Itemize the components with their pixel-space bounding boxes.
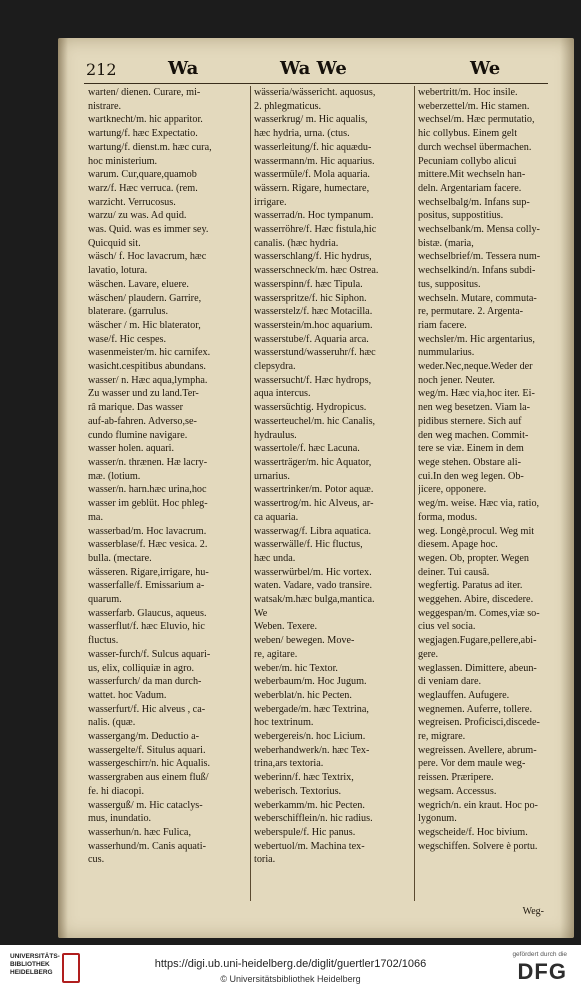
entry-line: wassersüchtig. Hydropicus. — [254, 402, 367, 414]
entry-line: wasserstein/m.hoc aquarium. — [254, 319, 373, 331]
entry-line: wasserspritze/f. hic Siphon. — [254, 292, 367, 304]
entry-line: wassertrog/m. hic Alveus, ar- — [254, 498, 374, 510]
entry-line: wasserflut/f. hæc Eluvio, hic — [88, 621, 205, 633]
entry-line: webertritt/m. Hoc insile. — [418, 87, 518, 98]
copyright-notice: © Universitätsbibliothek Heidelberg — [220, 974, 361, 984]
right-running-head: We — [470, 58, 501, 79]
entry-line: warzu/ zu was. Ad quid. — [88, 210, 187, 222]
entry-line: wasserblase/f. Hæc vesica. 2. — [88, 539, 208, 551]
dictionary-column-left — [88, 86, 248, 867]
entry-line: wasserfurt/f. Hic alveus , ca- — [88, 703, 206, 715]
entry-line: warten/ dienen. Curare, mi- — [88, 87, 201, 98]
entry-line: was. Quid. was es immer sey. — [88, 224, 209, 236]
entry-line: wasserwälle/f. Hic fluctus, — [254, 539, 363, 551]
entry-line: weberinn/f. hæc Textrix, — [254, 772, 354, 784]
entry-line: webertuol/m. Machina tex- — [254, 840, 365, 852]
entry-line: wäscher / m. Hic blaterator, — [88, 319, 201, 331]
entry-line: wassergraben aus einem fluß/ — [88, 772, 209, 784]
entry-line: wasser/n. harn.hæc urina,hoc — [88, 484, 207, 496]
entry-line: weberisch. Textorius. — [254, 785, 342, 797]
entry-line: weberspule/f. Hic panus. — [254, 826, 356, 838]
entry-line: ma. — [88, 511, 103, 523]
entry-line: auf-ab-fahren. Adverso,se- — [88, 415, 197, 427]
page-number: 212 — [86, 60, 117, 79]
column-divider — [414, 86, 415, 901]
entry-line: urnarius. — [254, 470, 290, 482]
entry-line: riam facere. — [418, 319, 467, 331]
entry-line: di veniam dare. — [418, 676, 482, 688]
header-rule — [84, 83, 548, 84]
entry-line: wasserguß/ m. Hic cataclys- — [88, 799, 203, 811]
book-page — [58, 38, 574, 938]
entry-line: wasser/ n. Hæc aqua,lympha. — [88, 374, 208, 386]
entry-line: hæc hydria, urna. (ctus. — [254, 128, 350, 140]
entry-line: cui.In den weg legen. Ob- — [418, 470, 524, 482]
entry-line: positus, suppostitius. — [418, 210, 504, 222]
entry-line: forma, modus. — [418, 511, 478, 523]
entry-line: weberbaum/m. Hoc Jugum. — [254, 676, 367, 688]
entry-line: wasenmeister/m. hic carnifex. — [88, 347, 211, 359]
entry-line: Weben. Texere. — [254, 621, 318, 633]
entry-line: wässeria/wässericht. aquosus, — [254, 87, 376, 98]
entry-line: clepsydra. — [254, 361, 296, 373]
sponsor-caption: gefördert durch die — [512, 951, 567, 958]
entry-line: weggespan/m. Comes,viæ so- — [418, 607, 540, 619]
entry-line: wattet. hoc Vadum. — [88, 689, 167, 701]
entry-line: wasserhun/n. hæc Fulica, — [88, 826, 191, 838]
entry-line: wegen. Ob, propter. Wegen — [418, 552, 530, 564]
entry-line: wasserfalle/f. Emissarium a- — [88, 580, 205, 592]
dfg-logo: DFG — [517, 959, 567, 984]
entry-line: wasicht.cespitibus abundans. — [88, 361, 206, 373]
entry-line: quarum. — [88, 594, 122, 606]
entry-line: nummularius. — [418, 347, 475, 359]
entry-line: irrigare. — [254, 196, 287, 208]
entry-line: hydraulus. — [254, 429, 297, 441]
entry-line: hic collybus. Einem gelt — [418, 128, 518, 140]
entry-line: wegschiffen. Solvere è portu. — [418, 840, 538, 852]
entry-line: weberblat/n. hic Pecten. — [254, 689, 352, 701]
entry-line: wasserschneck/m. hæc Ostrea. — [254, 265, 379, 277]
entry-line: wasserbad/m. Hoc lavacrum. — [88, 525, 207, 537]
entry-line: wartknecht/m. hic apparitor. — [88, 114, 203, 126]
center-running-head: Wa We — [280, 58, 347, 79]
entry-line: weg/m. weise. Hæc via, ratio, — [418, 498, 540, 510]
entry-line: warzicht. Verrucosus. — [88, 196, 176, 208]
entry-line: Zu wasser und zu land.Ter- — [88, 388, 199, 400]
entry-line: lavatio, lotura. — [88, 265, 148, 277]
entry-line: deln. Argentariam facere. — [418, 182, 522, 194]
entry-line: cius vel socia. — [418, 621, 476, 633]
entry-line: mittere.Mit wechseln han- — [418, 169, 526, 181]
page-header — [58, 38, 574, 86]
entry-line: wegsam. Accessus. — [418, 785, 497, 797]
entry-line: re, migrare. — [418, 731, 466, 743]
entry-line: weber/m. hic Textor. — [254, 662, 338, 674]
entry-line: wechsel/m. Hæc permutatio, — [418, 114, 535, 126]
entry-line: jicere, opponere. — [418, 484, 487, 496]
entry-line: We — [254, 607, 268, 619]
entry-line: weder.Nec,neque.Weder der — [418, 361, 533, 373]
entry-line: wechselbrief/m. Tessera num- — [418, 251, 541, 263]
entry-line: wasserwürbel/m. Hic vortex. — [254, 566, 372, 578]
entry-line: pere. Vor dem maule weg- — [418, 758, 526, 770]
entry-line: wegjagen.Fugare,pellere,abi- — [418, 635, 537, 647]
entry-line: webergereis/n. hoc Licium. — [254, 731, 366, 743]
entry-line: hoc ministerium. — [88, 155, 158, 167]
entry-line: wasserspinn/f. hæc Tipula. — [254, 278, 363, 290]
entry-line: wasserstelz/f. hæc Motacilla. — [254, 306, 373, 318]
catchword: Weg- — [522, 906, 544, 917]
entry-line: wässern. Rigare, humectare, — [254, 182, 370, 194]
entry-line: wasserträger/m. hic Aquator, — [254, 456, 372, 468]
entry-line: weglauffen. Aufugere. — [418, 689, 510, 701]
entry-line: weberkamm/m. hic Pecten. — [254, 799, 365, 811]
entry-line: wase/f. Hic cespes. — [88, 333, 167, 345]
entry-line: weg. Longè,procul. Weg mit — [418, 525, 535, 537]
entry-line: deiner. Tui causâ. — [418, 566, 490, 578]
entry-line: wasserfarb. Glaucus, aqueus. — [88, 607, 207, 619]
entry-line: cundo flumine navigare. — [88, 429, 188, 441]
dictionary-column-right — [418, 86, 574, 853]
entry-line: 2. phlegmaticus. — [254, 100, 322, 112]
entry-line: bistæ. (maria, — [418, 237, 474, 249]
entry-line: wechselbank/m. Mensa colly- — [418, 224, 540, 236]
dictionary-column-middle — [254, 86, 414, 867]
entry-line: blaterare. (garrulus. — [88, 306, 169, 318]
entry-line: webergade/m. hæc Textrina, — [254, 703, 369, 715]
entry-line: wasser-furch/f. Sulcus aquari- — [88, 648, 211, 660]
entry-line: wassermann/m. Hic aquarius. — [254, 155, 375, 167]
column-divider — [250, 86, 251, 901]
entry-line: fluctus. — [88, 635, 119, 647]
entry-line: weggehen. Abire, discedere. — [418, 594, 534, 606]
entry-line: nistrare. — [88, 100, 122, 112]
entry-line: wäschen/ plaudern. Garrire, — [88, 292, 202, 304]
document-url[interactable]: https://digi.ub.uni-heidelberg.de/diglit/guertler1702/1066 — [154, 958, 427, 970]
entry-line: re, permutare. 2. Argenta- — [418, 306, 524, 318]
entry-line: wegreisen. Proficisci,discede- — [418, 717, 540, 729]
entry-line: reissen. Præripere. — [418, 772, 494, 784]
entry-line: wegreissen. Avellere, abrum- — [418, 744, 537, 756]
entry-line: wassergelte/f. Situlus aquari. — [88, 744, 206, 756]
entry-line: weberschifflein/n. hic radius. — [254, 813, 373, 825]
entry-line: wegscheide/f. Hoc bivium. — [418, 826, 528, 838]
entry-line: gere. — [418, 648, 439, 660]
entry-line: wegnemen. Auferre, tollere. — [418, 703, 532, 715]
page-gutter-shadow — [58, 38, 68, 938]
entry-line: warz/f. Hæc verruca. (rem. — [88, 182, 198, 194]
entry-line: cus. — [88, 854, 105, 866]
entry-line: wege stehen. Obstare ali- — [418, 456, 521, 468]
entry-line: wasserrad/n. Hoc tympanum. — [254, 210, 374, 222]
entry-line: wassersucht/f. Hæc hydrops, — [254, 374, 372, 386]
entry-line: wegfertig. Paratus ad iter. — [418, 580, 523, 592]
entry-line: wasserleitung/f. hic aquædu- — [254, 141, 372, 153]
entry-line: nen weg besetzen. Viam la- — [418, 402, 531, 414]
entry-line: wasserfurch/ da man durch- — [88, 676, 202, 688]
entry-line: wasser/n. thrænen. Hæ lacry- — [88, 456, 208, 468]
entry-line: mus, inundatio. — [88, 813, 152, 825]
entry-line: wassertrinker/m. Potor aquæ. — [254, 484, 374, 496]
entry-line: wasserhund/m. Canis aquati- — [88, 840, 206, 852]
entry-line: hæc unda. — [254, 552, 296, 564]
entry-line: den weg machen. Commit- — [418, 429, 529, 441]
entry-line: trina,ars textoria. — [254, 758, 324, 770]
entry-line: wartung/f. hæc Expectatio. — [88, 128, 198, 140]
library-name: UNIVERSITÄTS- BIBLIOTHEK HEIDELBERG — [10, 953, 60, 976]
entry-line: tus, suppositus. — [418, 278, 481, 290]
entry-line: us, elix, colliquiæ in agro. — [88, 662, 195, 674]
entry-line: tere se viæ. Einem in dem — [418, 443, 524, 455]
entry-line: wassermüle/f. Mola aquaria. — [254, 169, 370, 181]
entry-line: wassertole/f. hæc Lacuna. — [254, 443, 360, 455]
entry-line: wasserröhre/f. Hæc fistula,hic — [254, 224, 377, 236]
entry-line: weben/ bewegen. Move- — [254, 635, 355, 647]
entry-line: wechselbalg/m. Infans sup- — [418, 196, 530, 208]
entry-line: wasserwag/f. Libra aquatica. — [254, 525, 372, 537]
entry-line: wartung/f. dienst.m. hæc cura, — [88, 141, 212, 153]
entry-line: durch wechsel übermachen. — [418, 141, 532, 153]
entry-line: mæ. (lotium. — [88, 470, 141, 482]
entry-line: hoc textrinum. — [254, 717, 314, 729]
entry-line: wassergang/m. Deductio a- — [88, 731, 199, 743]
entry-line: bulla. (mectare. — [88, 552, 152, 564]
entry-line: wäsch/ f. Hoc lavacrum, hæc — [88, 251, 207, 263]
entry-line: wasserstube/f. Aquaria arca. — [254, 333, 369, 345]
entry-line: weg/m. Hæc via,hoc iter. Ei- — [418, 388, 535, 400]
entry-line: weberhandwerk/n. hæc Tex- — [254, 744, 370, 756]
entry-line: pidibus sternere. Sich auf — [418, 415, 522, 427]
entry-line: wasserteuchel/m. hic Canalis, — [254, 415, 376, 427]
entry-line: wechsler/m. Hic argentarius, — [418, 333, 535, 345]
entry-line: waten. Vadare, vado transire. — [254, 580, 373, 592]
entry-line: canalis. (hæc hydria. — [254, 237, 339, 249]
entry-line: wasserkrug/ m. Hic aqualis, — [254, 114, 368, 126]
entry-line: ca aquaria. — [254, 511, 299, 523]
entry-line: weberzettel/m. Hic stamen. — [418, 100, 530, 112]
left-running-head: Wa — [168, 58, 199, 79]
entry-line: aqua intercus. — [254, 388, 311, 400]
entry-line: re, agitare. — [254, 648, 298, 660]
entry-line: watsak/m.hæc bulga,mantica. — [254, 594, 375, 606]
entry-line: wasserstund/wasseruhr/f. hæc — [254, 347, 376, 359]
entry-line: fe. hi diacopi. — [88, 785, 145, 797]
viewer-footer — [0, 945, 581, 990]
entry-line: râ marique. Das wasser — [88, 402, 184, 414]
entry-line: noch jener. Neuter. — [418, 374, 495, 386]
entry-line: nalis. (quæ. — [88, 717, 136, 729]
entry-line: wasser holen. aquari. — [88, 443, 174, 455]
entry-line: Pecuniam collybo alicui — [418, 155, 517, 167]
entry-line: diesem. Apage hoc. — [418, 539, 498, 551]
entry-line: toria. — [254, 854, 276, 866]
entry-line: wassergeschirr/n. hic Aqualis. — [88, 758, 211, 770]
entry-line: Quicquid sit. — [88, 237, 141, 249]
entry-line: wäschen. Lavare, eluere. — [88, 278, 189, 290]
entry-line: wechseln. Mutare, commuta- — [418, 292, 537, 304]
entry-line: wässeren. Rigare,irrigare, hu- — [88, 566, 209, 578]
entry-line: wegrich/n. ein kraut. Hoc po- — [418, 799, 538, 811]
entry-line: wasserschlang/f. Hic hydrus, — [254, 251, 372, 263]
entry-line: warum. Cur,quare,quamob — [88, 169, 197, 181]
entry-line: wasser im geblüt. Hoc phleg- — [88, 498, 208, 510]
entry-line: wechselkind/n. Infans subdi- — [418, 265, 536, 277]
entry-line: lygonum. — [418, 813, 457, 825]
entry-line: weglassen. Dimittere, abeun- — [418, 662, 537, 674]
